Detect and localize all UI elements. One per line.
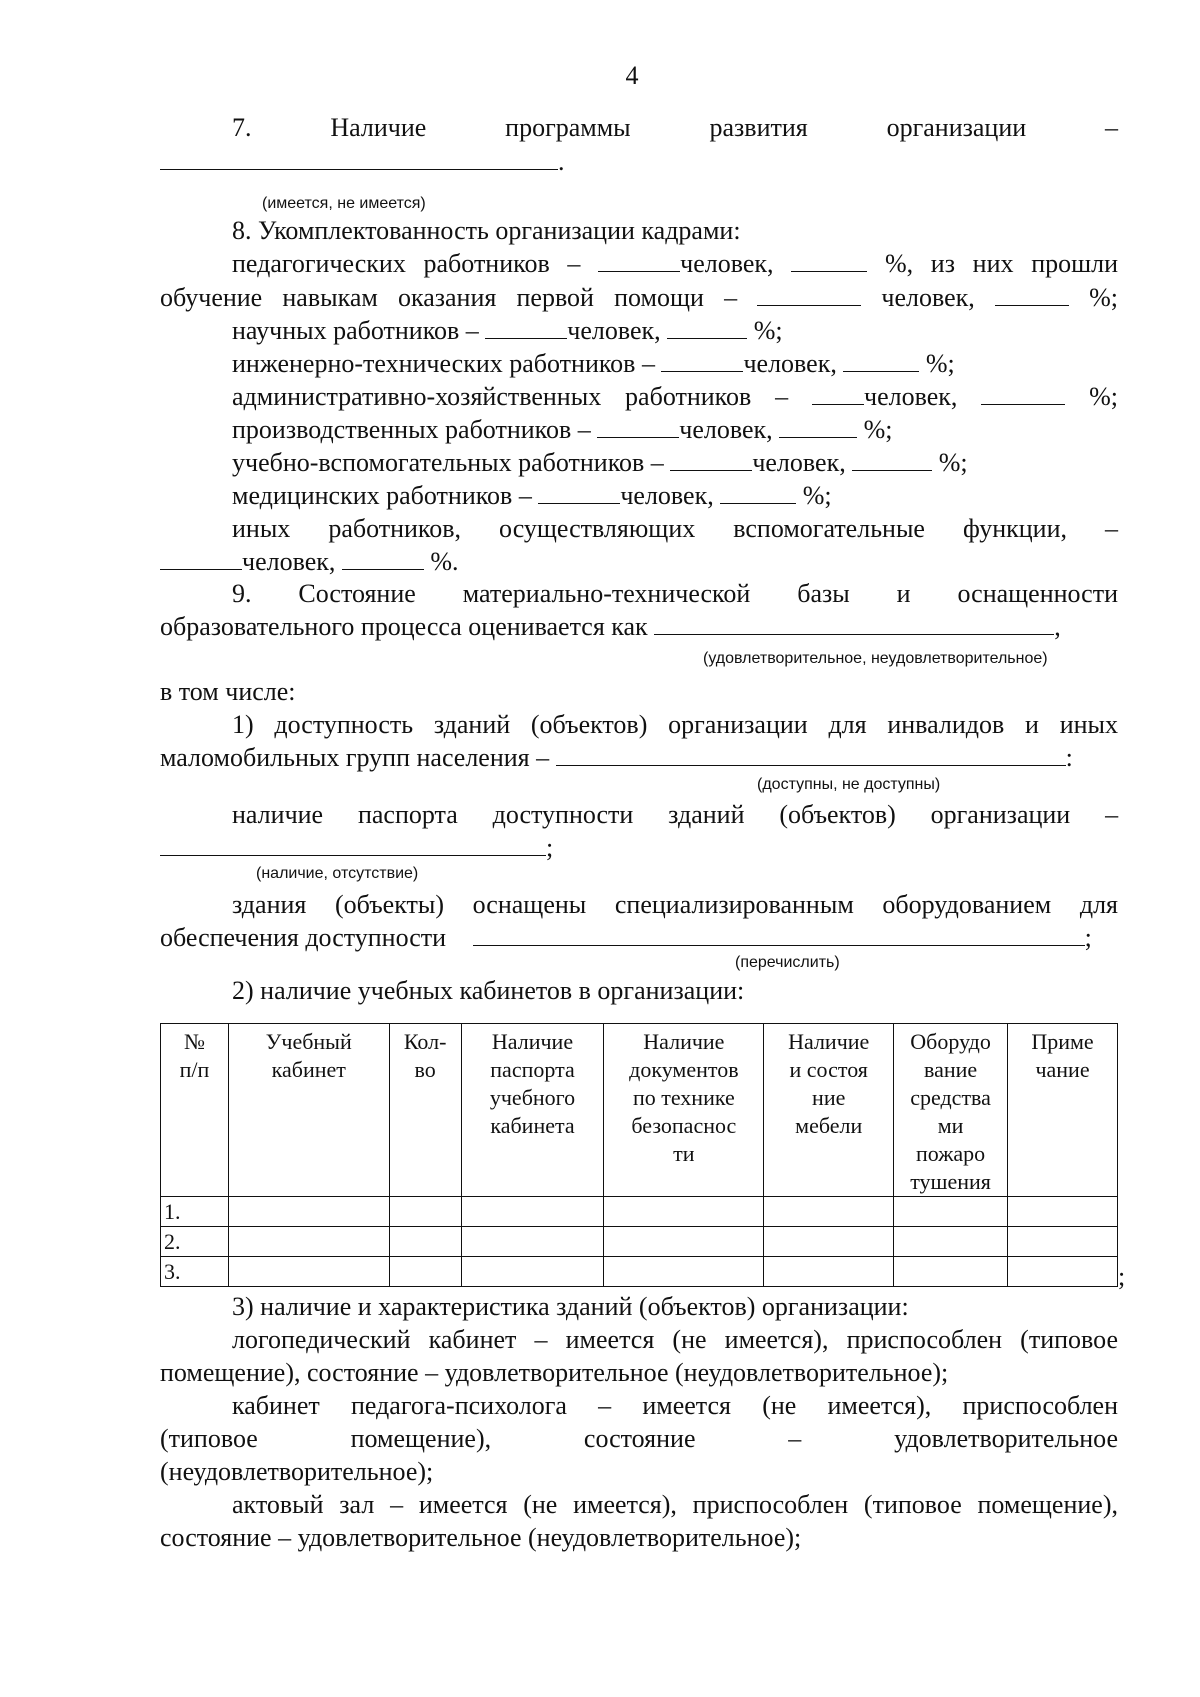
item9-word: Состояние	[298, 579, 416, 608]
staff-label: научных работников –	[232, 316, 479, 345]
item8-prod-line	[232, 414, 1118, 446]
table-cell: 3.	[161, 1257, 229, 1287]
col-header-quantity: Кол- во	[389, 1024, 461, 1197]
table-cell[interactable]	[604, 1227, 764, 1257]
table-cell[interactable]	[894, 1257, 1008, 1287]
item8-sci-line	[232, 315, 1118, 347]
equipment-label: обеспечения доступности	[160, 923, 447, 952]
equipment-line2	[160, 922, 1118, 954]
table-cell[interactable]	[764, 1257, 894, 1287]
item8-adm-line	[232, 381, 1118, 413]
passport-caption: (наличие, отсутствие)	[256, 865, 419, 882]
count-blank[interactable]	[757, 283, 861, 306]
other-word: функции,	[963, 514, 1067, 543]
percent-blank[interactable]	[791, 249, 867, 272]
col-header-classroom: Учебный кабинет	[228, 1024, 389, 1197]
punct: ,	[1054, 612, 1061, 641]
table-tail-punct: ;	[1118, 1262, 1126, 1291]
other-word: –	[1105, 514, 1119, 543]
count-blank[interactable]	[485, 316, 567, 339]
percent-blank[interactable]	[342, 547, 424, 570]
psy-word: (типовое	[160, 1424, 258, 1453]
speech-therapy-line1: логопедический кабинет – имеется (не имеется), приспособлен (типовое	[232, 1325, 1118, 1354]
staff-label: учебно-вспомогательных работников –	[232, 448, 664, 477]
unit-label: человек,	[881, 283, 975, 312]
percent-blank[interactable]	[843, 349, 919, 372]
item9-word: и	[896, 579, 911, 608]
assessment-blank[interactable]	[654, 612, 1054, 635]
assessment-caption: (удовлетворительное, неудовлетворительное)	[703, 650, 1048, 667]
other-word: вспомогательные	[733, 514, 925, 543]
staff-label: административно-хозяйственных работников –	[232, 382, 789, 411]
item7-word: Наличие	[330, 113, 427, 142]
psy-word: помещение),	[350, 1424, 492, 1453]
passport-word: наличие	[232, 800, 324, 829]
punct: ;	[546, 833, 554, 862]
passport-blank[interactable]	[160, 833, 546, 856]
table-cell[interactable]	[1008, 1257, 1118, 1287]
item9-word: оснащенности	[957, 579, 1118, 608]
passport-word: доступности	[492, 800, 634, 829]
item8-aux-line	[232, 447, 1118, 479]
col-header-fire-equipment: Оборудо вание средства ми пожаро тушения	[894, 1024, 1008, 1197]
table-cell[interactable]	[1008, 1227, 1118, 1257]
psychologist-line2	[160, 1423, 1118, 1455]
percent-label: %;	[802, 481, 832, 510]
equipment-blank[interactable]	[473, 923, 1085, 946]
assembly-hall-line1: актовый зал – имеется (не имеется), приспособлен (типовое помещение),	[232, 1490, 1118, 1519]
unit-label: человек,	[242, 547, 336, 576]
unit-label: человек,	[864, 382, 958, 411]
item8-other-line	[232, 513, 1118, 545]
other-word: осуществляющих	[499, 514, 696, 543]
table-cell: 2.	[161, 1227, 229, 1257]
equipment-line1: здания (объекты) оснащены специализированным оборудованием для	[232, 890, 1118, 919]
psychologist-line1: кабинет педагога-психолога – имеется (не имеется), приспособлен	[232, 1391, 1118, 1420]
accessibility-line1: 1) доступность зданий (объектов) организации для инвалидов и иных	[232, 710, 1118, 739]
percent-label: %.	[430, 547, 459, 576]
table-cell: 1.	[161, 1197, 229, 1227]
other-word: работников,	[328, 514, 462, 543]
staff-label: производственных работников –	[232, 415, 591, 444]
col-header-note: Приме чание	[1008, 1024, 1118, 1197]
accessibility-caption: (доступны, не доступны)	[757, 776, 941, 793]
item9-assessment-line	[160, 611, 1118, 643]
count-blank[interactable]	[670, 448, 752, 471]
item9-word: материально-технической	[462, 579, 751, 608]
percent-blank[interactable]	[852, 448, 932, 471]
count-blank[interactable]	[812, 382, 864, 405]
col-header-number: № п/п	[161, 1024, 229, 1197]
item7-line	[232, 112, 1118, 144]
table-cell[interactable]	[228, 1227, 389, 1257]
item7-end: .	[558, 147, 565, 176]
table-row	[161, 1197, 1118, 1227]
count-blank[interactable]	[160, 547, 242, 570]
unit-label: человек,	[752, 448, 846, 477]
col-header-passport: Наличие паспорта учебного кабинета	[461, 1024, 604, 1197]
item9-word: базы	[797, 579, 850, 608]
buildings-heading: 3) наличие и характеристика зданий (объектов) организации:	[232, 1292, 909, 1321]
col-header-furniture: Наличие и состоя ние мебели	[764, 1024, 894, 1197]
percent-label: %;	[1089, 283, 1118, 312]
passport-fill-line	[160, 832, 1118, 864]
staff-label: педагогических работников –	[232, 249, 581, 278]
item7-word: программы	[505, 113, 631, 142]
item8-ped-line	[232, 248, 1118, 280]
unit-label: человек,	[680, 249, 774, 278]
item9-word: 9.	[232, 579, 252, 608]
percent-label: %;	[938, 448, 968, 477]
passport-word: зданий	[668, 800, 745, 829]
equipment-caption: (перечислить)	[735, 954, 840, 971]
percent-label: %;	[863, 415, 893, 444]
percent-blank[interactable]	[720, 481, 796, 504]
item7-word: развития	[709, 113, 808, 142]
staff-label: медицинских работников –	[232, 481, 532, 510]
item8-eng-line	[232, 348, 1118, 380]
passport-word: –	[1105, 800, 1119, 829]
col-header-safety-docs: Наличие документов по технике безопаснос ти	[604, 1024, 764, 1197]
unit-label: человек,	[567, 316, 661, 345]
punct: :	[1065, 743, 1073, 772]
assessment-label: образовательного процесса оценивается как	[160, 612, 648, 641]
table-cell[interactable]	[764, 1227, 894, 1257]
accessibility-line2	[160, 742, 1118, 774]
psy-word: удовлетворительное	[894, 1424, 1119, 1453]
count-blank[interactable]	[597, 415, 679, 438]
table-cell[interactable]	[461, 1197, 604, 1227]
count-blank[interactable]	[661, 349, 743, 372]
psy-word: –	[788, 1424, 802, 1453]
item9-line	[232, 578, 1118, 610]
table-cell[interactable]	[764, 1197, 894, 1227]
classrooms-table	[160, 1023, 1118, 1287]
table-cell[interactable]	[389, 1227, 461, 1257]
accessibility-blank[interactable]	[556, 743, 1066, 766]
item7-blank[interactable]	[160, 147, 558, 170]
percent-blank[interactable]	[995, 283, 1069, 306]
table-cell[interactable]	[894, 1227, 1008, 1257]
table-cell[interactable]	[604, 1197, 764, 1227]
psy-word: состояние	[583, 1424, 696, 1453]
unit-label: человек,	[679, 415, 773, 444]
including-label: в том числе:	[160, 677, 296, 706]
table-cell[interactable]	[461, 1227, 604, 1257]
table-cell[interactable]	[389, 1197, 461, 1227]
unit-label: человек,	[620, 481, 714, 510]
unit-label: человек,	[743, 349, 837, 378]
punct: ;	[1084, 923, 1092, 952]
psychologist-line3: (неудовлетворительное);	[160, 1457, 434, 1486]
item7-caption: (имеется, не имеется)	[262, 195, 426, 212]
passport-word: организации	[930, 800, 1071, 829]
passport-word: (объектов)	[779, 800, 896, 829]
item7-fill-line	[160, 146, 1118, 178]
item7-word: 7.	[232, 113, 252, 142]
percent-label: %, из них прошли	[884, 249, 1119, 278]
item8-firstaid-line	[160, 282, 1118, 314]
item8-heading: 8. Укомплектованность организации кадрами:	[232, 216, 741, 245]
classrooms-heading: 2) наличие учебных кабинетов в организации:	[232, 976, 745, 1005]
table-cell[interactable]	[461, 1257, 604, 1287]
count-blank[interactable]	[598, 249, 680, 272]
percent-label: %;	[925, 349, 955, 378]
percent-label: %;	[753, 316, 783, 345]
item7-word: –	[1105, 113, 1119, 142]
other-word: иных	[232, 514, 291, 543]
passport-word: паспорта	[357, 800, 458, 829]
count-blank[interactable]	[538, 481, 620, 504]
table-cell[interactable]	[228, 1197, 389, 1227]
percent-blank[interactable]	[981, 382, 1065, 405]
percent-blank[interactable]	[667, 316, 747, 339]
table-cell[interactable]	[228, 1257, 389, 1287]
table-header-row	[161, 1024, 1118, 1197]
staff-label: обучение навыкам оказания первой помощи –	[160, 283, 738, 312]
assembly-hall-line2: состояние – удовлетворительное (неудовлетворительное);	[160, 1523, 802, 1552]
item7-word: организации	[886, 113, 1027, 142]
page-number: 4	[625, 61, 639, 90]
table-row	[161, 1227, 1118, 1257]
percent-blank[interactable]	[779, 415, 857, 438]
item8-med-line	[232, 480, 1118, 512]
table-row	[161, 1257, 1118, 1287]
table-cell[interactable]	[1008, 1197, 1118, 1227]
table-cell[interactable]	[389, 1257, 461, 1287]
passport-line	[232, 799, 1118, 831]
item8-other-fill-line	[160, 546, 1118, 578]
speech-therapy-line2: помещение), состояние – удовлетворительное (неудовлетворительное);	[160, 1358, 949, 1387]
table-cell[interactable]	[894, 1197, 1008, 1227]
percent-label: %;	[1089, 382, 1119, 411]
staff-label: инженерно-технических работников –	[232, 349, 655, 378]
accessibility-label: маломобильных групп населения –	[160, 743, 550, 772]
table-cell[interactable]	[604, 1257, 764, 1287]
